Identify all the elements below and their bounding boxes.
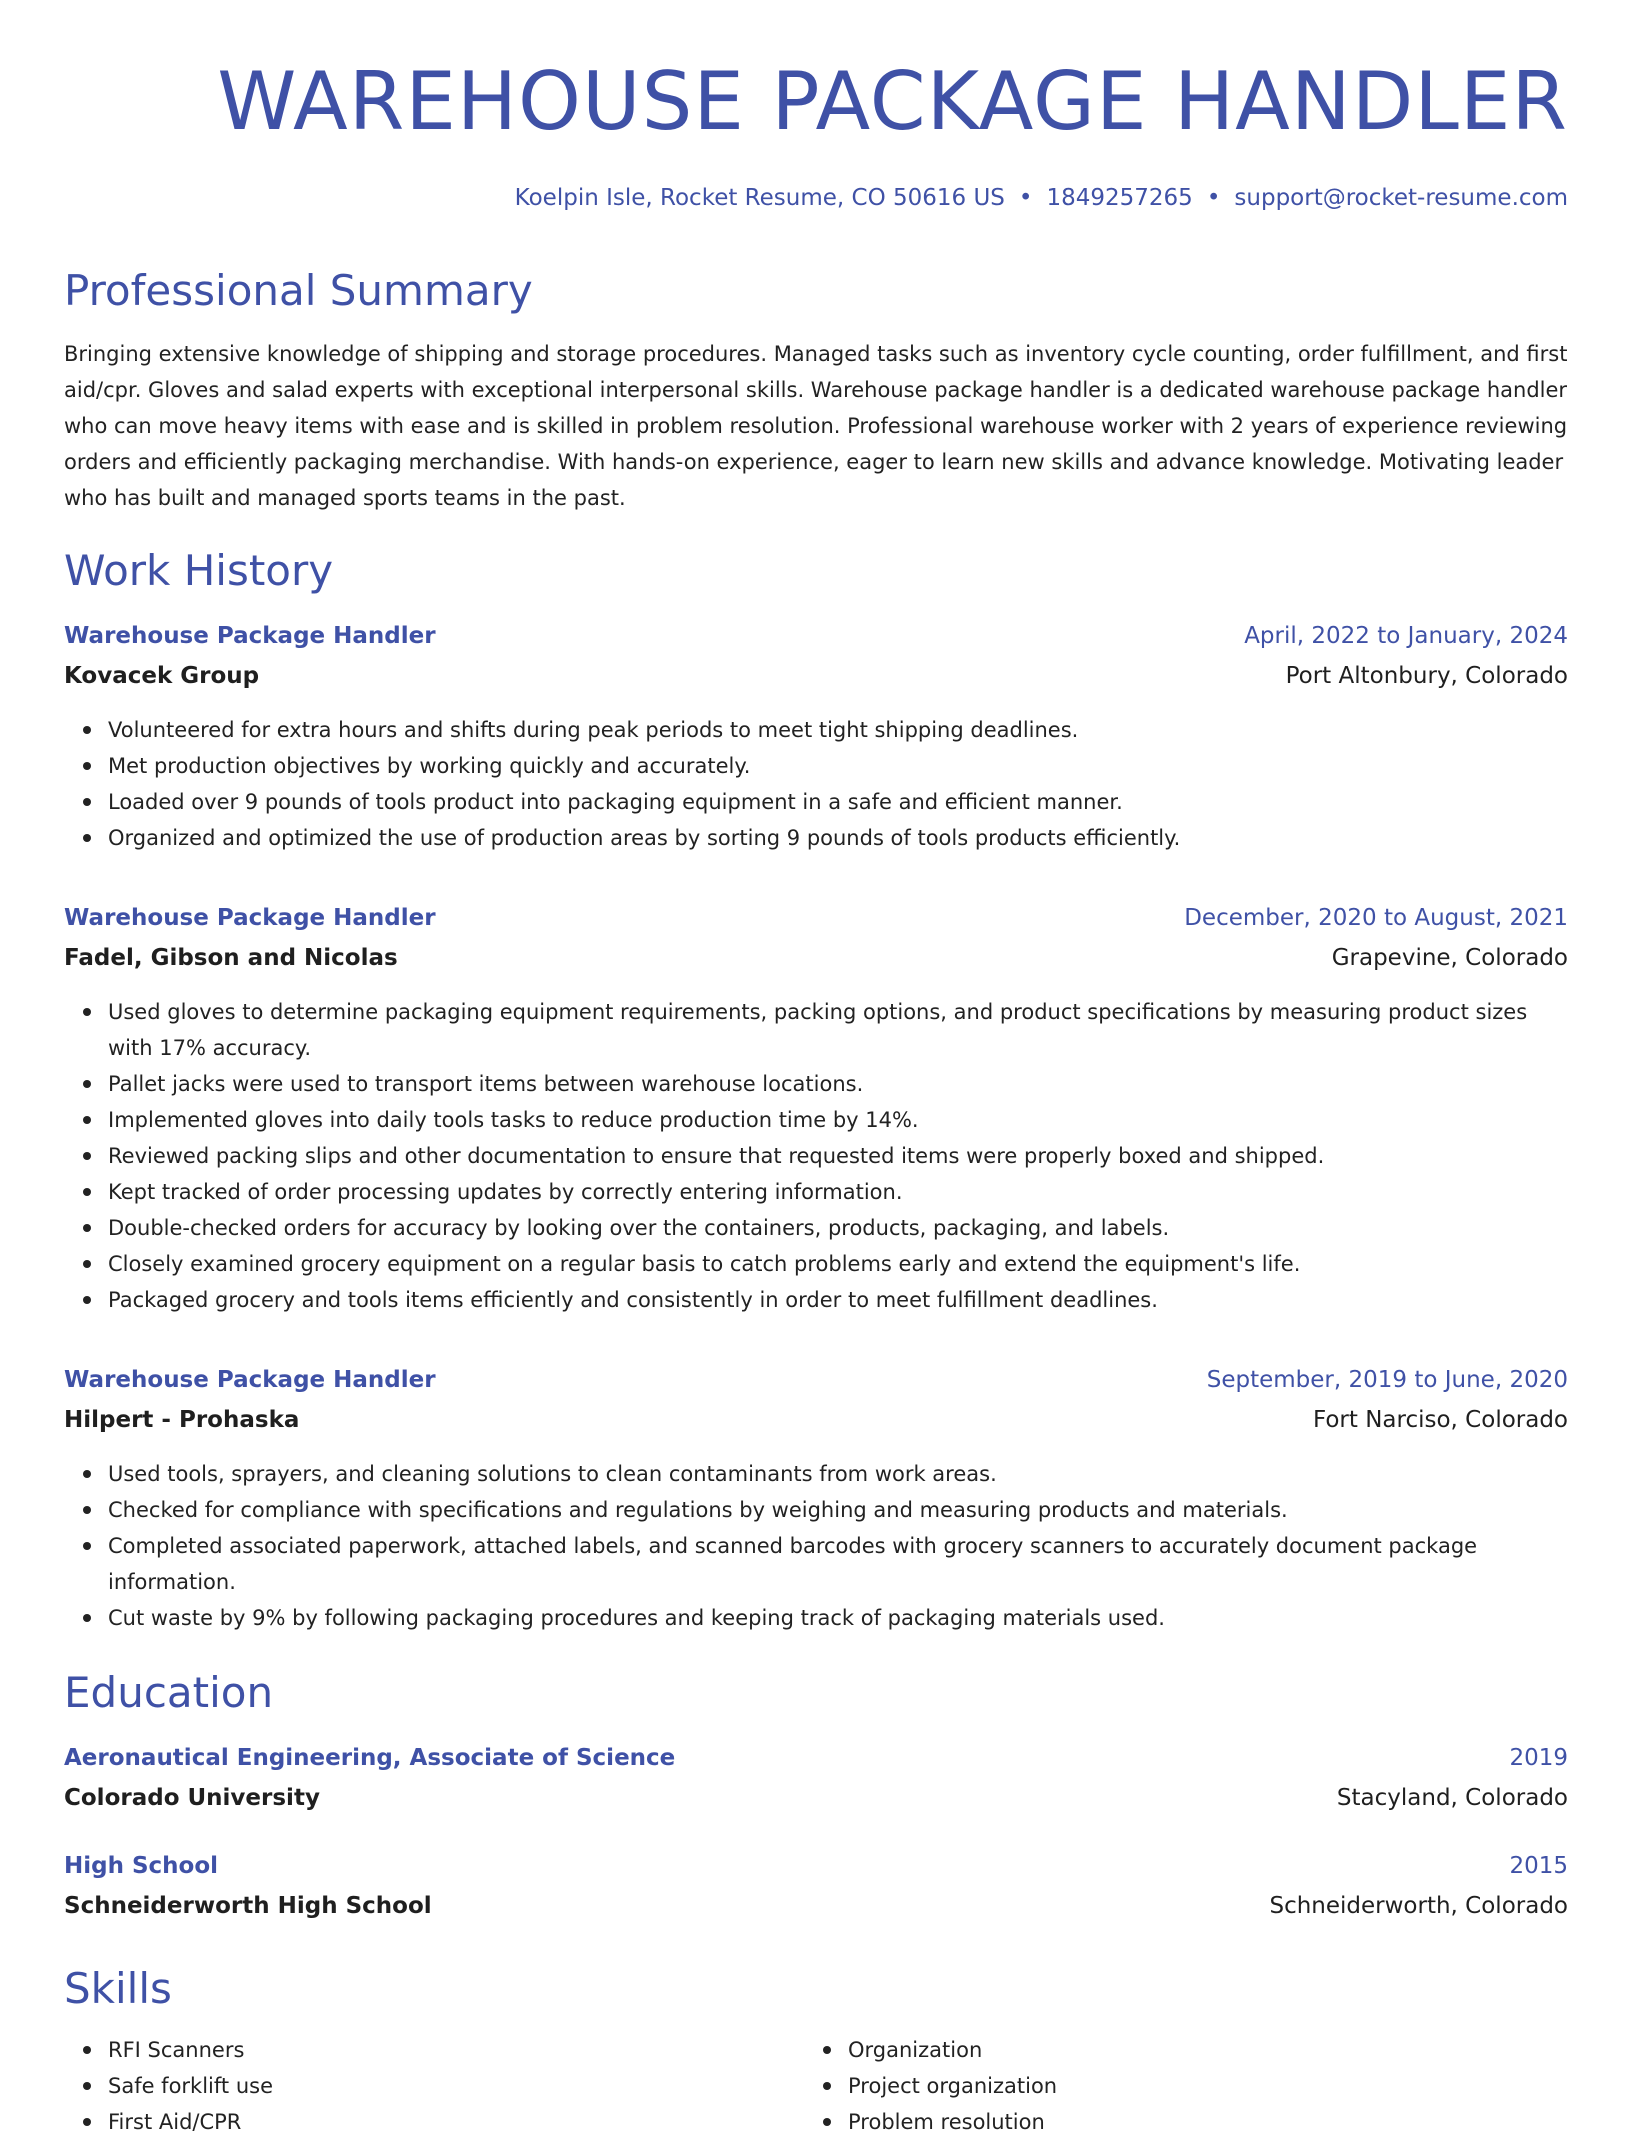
- job-company: Kovacek Group: [64, 663, 260, 689]
- job-company: Fadel, Gibson and Nicolas: [64, 945, 398, 971]
- job-bullet: Used tools, sprayers, and cleaning solutions to clean contaminants from work areas.: [108, 1456, 1568, 1492]
- education-section: [64, 1668, 1568, 1924]
- skills-column-right: [804, 2032, 1544, 2140]
- education-school: Colorado University: [64, 1785, 320, 1811]
- job-location: Port Altonbury, Colorado: [1285, 663, 1568, 689]
- skill-item: Organization: [848, 2032, 1544, 2068]
- job-role: Warehouse Package Handler: [64, 905, 436, 931]
- education-school: Schneiderworth High School: [64, 1893, 432, 1919]
- job-bullet: Double-checked orders for accuracy by looking over the containers, products, packaging, and labels.: [108, 1210, 1568, 1246]
- job-bullets: [64, 1456, 1568, 1636]
- job-bullet: Met production objectives by working quickly and accurately.: [108, 748, 1568, 784]
- education-year: 2015: [1509, 1853, 1568, 1879]
- skills-section: [64, 1964, 1568, 2140]
- job-dates: April, 2022 to January, 2024: [1244, 623, 1568, 649]
- education-degree: Aeronautical Engineering, Associate of Science: [64, 1745, 676, 1771]
- job-bullet: Implemented gloves into daily tools tasks to reduce production time by 14%.: [108, 1102, 1568, 1138]
- contact-separator: •: [1206, 185, 1221, 211]
- job-entry: [64, 1362, 1568, 1636]
- job-bullet: Kept tracked of order processing updates by correctly entering information.: [108, 1174, 1568, 1210]
- job-role: Warehouse Package Handler: [64, 623, 436, 649]
- skill-item: RFI Scanners: [108, 2032, 804, 2068]
- skills-list: [804, 2032, 1544, 2140]
- education-location: Schneiderworth, Colorado: [1269, 1893, 1568, 1919]
- job-bullets: [64, 712, 1568, 856]
- job-bullet: Organized and optimized the use of production areas by sorting 9 pounds of tools products efficiently.: [108, 820, 1568, 856]
- job-bullet: Completed associated paperwork, attached labels, and scanned barcodes with grocery scanners to accurately document package information.: [108, 1528, 1568, 1600]
- resume-header: [64, 52, 1568, 214]
- skill-item: First Aid/CPR: [108, 2104, 804, 2140]
- summary-text: Bringing extensive knowledge of shipping and storage procedures. Managed tasks such as inventory cycle counting, order fulfillment, and first aid/cpr. Gloves and salad experts with exceptional interpersonal skills. Warehouse package handler is a dedicated warehouse package handler who can move heavy items with ease and is skilled in problem resolution. Professional warehouse worker with 2 years of experience reviewing orders and efficiently packaging merchandise. With hands-on experience, eager to learn new skills and advance knowledge. Motivating leader who has built and managed sports teams in the past.: [64, 342, 1568, 510]
- job-bullet: Packaged grocery and tools items efficiently and consistently in order to meet fulfillment deadlines.: [108, 1282, 1568, 1318]
- skill-item: Problem resolution: [848, 2104, 1544, 2140]
- job-bullet: Pallet jacks were used to transport items between warehouse locations.: [108, 1066, 1568, 1102]
- candidate-title: WAREHOUSE PACKAGE HANDLER: [217, 55, 1568, 148]
- job-entry: [64, 618, 1568, 856]
- job-location: Fort Narciso, Colorado: [1312, 1407, 1568, 1433]
- summary-heading: Professional Summary: [64, 266, 533, 315]
- education-heading: Education: [64, 1668, 274, 1717]
- contact-email[interactable]: support@rocket-resume.com: [1234, 185, 1568, 211]
- summary-section: [64, 266, 1568, 516]
- job-location: Grapevine, Colorado: [1331, 945, 1568, 971]
- education-location: Stacyland, Colorado: [1336, 1785, 1568, 1811]
- contact-line: [64, 182, 1568, 214]
- education-entry: [64, 1740, 1568, 1816]
- job-bullet: Used gloves to determine packaging equipment requirements, packing options, and product specifications by measuring product sizes with 17% accuracy.: [108, 994, 1568, 1066]
- education-entry: [64, 1848, 1568, 1924]
- job-dates: December, 2020 to August, 2021: [1184, 905, 1568, 931]
- skill-item: Project organization: [848, 2068, 1544, 2104]
- education-degree: High School: [64, 1853, 219, 1879]
- skills-heading: Skills: [64, 1964, 172, 2013]
- job-entry: [64, 900, 1568, 1318]
- contact-separator: •: [1018, 185, 1033, 211]
- skills-column-left: [64, 2032, 804, 2140]
- skill-item: Safe forklift use: [108, 2068, 804, 2104]
- skills-grid: [64, 2032, 1568, 2140]
- education-year: 2019: [1509, 1745, 1568, 1771]
- job-dates: September, 2019 to June, 2020: [1206, 1367, 1568, 1393]
- job-bullet: Cut waste by 9% by following packaging procedures and keeping track of packaging materials used.: [108, 1600, 1568, 1636]
- skills-list: [64, 2032, 804, 2140]
- contact-phone[interactable]: 1849257265: [1046, 185, 1193, 211]
- job-bullet: Checked for compliance with specifications and regulations by weighing and measuring products and materials.: [108, 1492, 1568, 1528]
- job-bullets: [64, 994, 1568, 1318]
- work-history-heading: Work History: [64, 546, 334, 595]
- work-history-section: [64, 546, 1568, 1636]
- job-bullet: Closely examined grocery equipment on a regular basis to catch problems early and extend the equipment's life.: [108, 1246, 1568, 1282]
- job-bullet: Volunteered for extra hours and shifts during peak periods to meet tight shipping deadlines.: [108, 712, 1568, 748]
- job-role: Warehouse Package Handler: [64, 1367, 436, 1393]
- contact-address: Koelpin Isle, Rocket Resume, CO 50616 US: [514, 185, 1005, 211]
- job-bullet: Loaded over 9 pounds of tools product into packaging equipment in a safe and efficient manner.: [108, 784, 1568, 820]
- job-company: Hilpert - Prohaska: [64, 1407, 300, 1433]
- job-bullet: Reviewed packing slips and other documentation to ensure that requested items were properly boxed and shipped.: [108, 1138, 1568, 1174]
